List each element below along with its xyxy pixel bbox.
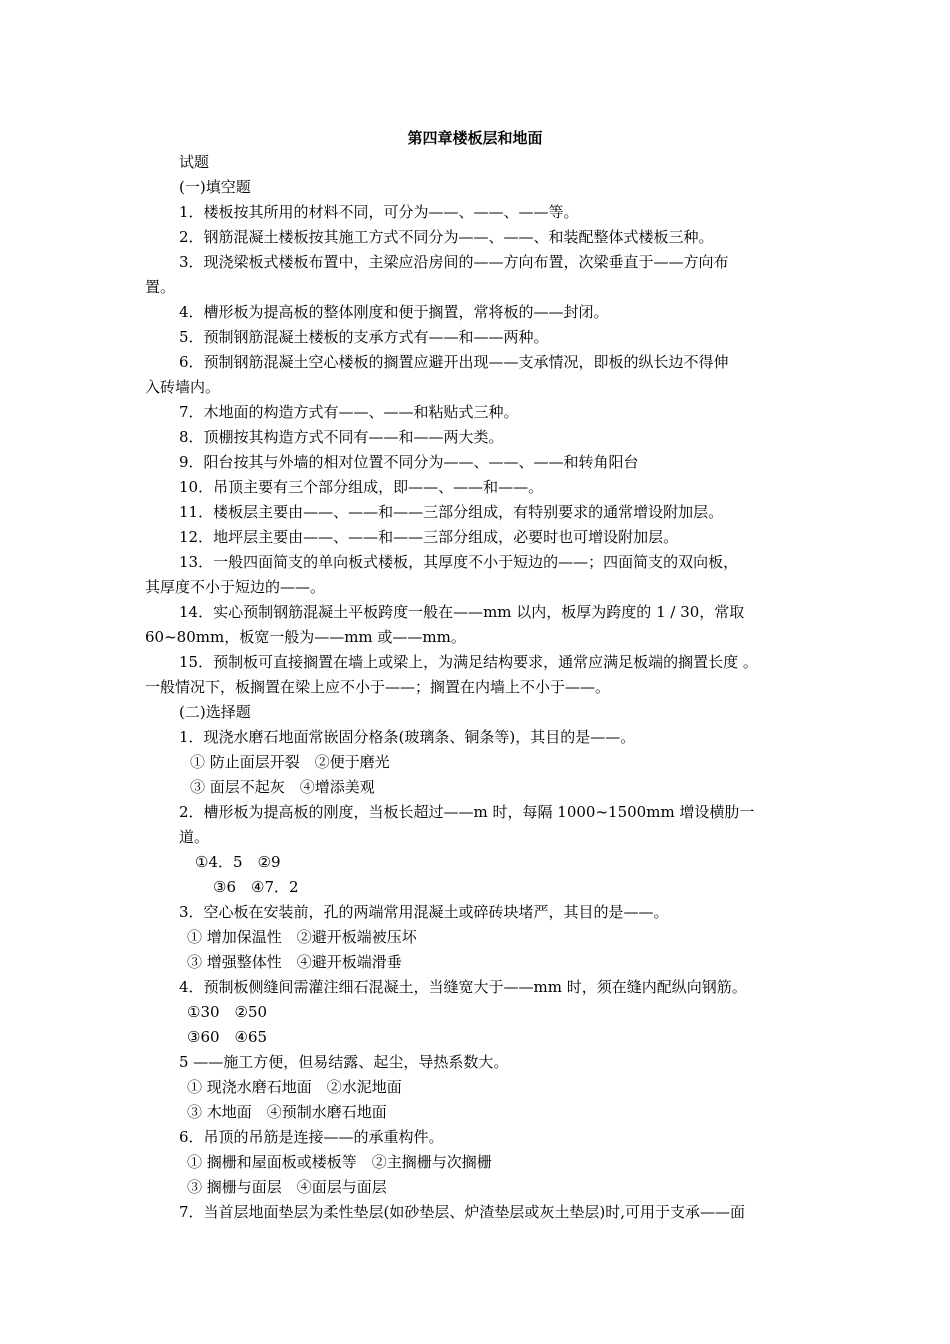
fill-question: 1．楼板按其所用的材料不同，可分为——、——、——等。 [179,203,579,221]
fill-question: 10．吊顶主要有三个部分组成，即——、——和——。 [179,478,544,496]
choice-question: 3．空心板在安装前，孔的两端常用混凝土或碎砖块堵严，其目的是——。 [179,903,669,921]
fill-question: 9．阳台按其与外墙的相对位置不同分为——、——、——和转角阳台 [179,453,639,471]
choice-question: 7．当首层地面垫层为柔性垫层(如砂垫层、炉渣垫层或灰土垫层)时,可用于支承——面 [179,1203,746,1221]
choice-options: ①4．5 ②9 [195,853,281,871]
fill-question: 4．槽形板为提高板的整体刚度和便于搁置，常将板的——封闭。 [179,303,609,321]
fill-question: 3．现浇梁板式楼板布置中，主梁应沿房间的——方向布置，次梁垂直于——方向布 [179,253,729,271]
fill-question-continued: 60~80mm，板宽一般为——mm 或——mm。 [145,628,466,646]
choice-question: 5 ——施工方便，但易结露、起尘，导热系数大。 [179,1053,509,1071]
fill-question-continued: 入砖墙内。 [145,378,221,396]
choice-options: ① 搁栅和屋面板或楼板等 ②主搁栅与次搁栅 [187,1153,492,1171]
section-heading-choice: (二)选择题 [179,703,251,721]
choice-question: 4．预制板侧缝间需灌注细石混凝土，当缝宽大于——mm 时，须在缝内配纵向钢筋。 [179,978,747,996]
section-heading-fill: (一)填空题 [179,178,251,196]
choice-question-continued: 道。 [179,828,210,846]
choice-options: ① 增加保温性 ②避开板端被压坏 [187,928,417,946]
choice-options: ③6 ④7．2 [213,878,299,896]
choice-question: 1．现浇水磨石地面常嵌固分格条(玻璃条、铜条等)，其目的是——。 [179,728,636,746]
fill-question: 8．顶棚按其构造方式不同有——和——两大类。 [179,428,504,446]
choice-options: ③60 ④65 [187,1028,268,1046]
fill-question: 7．木地面的构造方式有——、——和粘贴式三种。 [179,403,519,421]
fill-question-continued: 一般情况下，板搁置在梁上应不小于——；搁置在内墙上不小于——。 [145,678,611,696]
choice-options: ③ 面层不起灰 ④增添美观 [190,778,375,796]
choice-question: 6．吊顶的吊筋是连接——的承重构件。 [179,1128,444,1146]
fill-question: 2．钢筋混凝土楼板按其施工方式不同分为——、——、和装配整体式楼板三种。 [179,228,714,246]
fill-question: 14．实心预制钢筋混凝土平板跨度一般在——mm 以内，板厚为跨度的 1 / 30，常取 [179,603,745,621]
choice-options: ① 防止面层开裂 ②便于磨光 [190,753,390,771]
fill-question: 12．地坪层主要由——、——和——三部分组成，必要时也可增设附加层。 [179,528,679,546]
fill-question-continued: 其厚度不小于短边的——。 [145,578,326,596]
fill-question: 13．一般四面简支的单向板式楼板，其厚度不小于短边的——；四面简支的双向板， [179,553,739,571]
page-title: 第四章楼板层和地面 [407,129,543,147]
choice-question: 2．槽形板为提高板的刚度，当板长超过——m 时，每隔 1000~1500mm 增设横肋一 [179,803,755,821]
section-label: 试题 [179,153,210,171]
choice-options: ③ 搁栅与面层 ④面层与面层 [187,1178,387,1196]
choice-options: ①30 ②50 [187,1003,268,1021]
fill-question: 6．预制钢筋混凝土空心楼板的搁置应避开出现——支承情况，即板的纵长边不得伸 [179,353,729,371]
fill-question: 15．预制板可直接搁置在墙上或梁上，为满足结构要求，通常应满足板端的搁置长度 。 [179,653,758,671]
choice-options: ① 现浇水磨石地面 ②水泥地面 [187,1078,402,1096]
fill-question: 5．预制钢筋混凝土楼板的支承方式有——和——两种。 [179,328,549,346]
choice-options: ③ 增强整体性 ④避开板端滑垂 [187,953,402,971]
fill-question: 11．楼板层主要由——、——和——三部分组成，有特别要求的通常增设附加层。 [179,503,724,521]
fill-question-continued: 置。 [145,278,176,296]
choice-options: ③ 木地面 ④预制水磨石地面 [187,1103,387,1121]
